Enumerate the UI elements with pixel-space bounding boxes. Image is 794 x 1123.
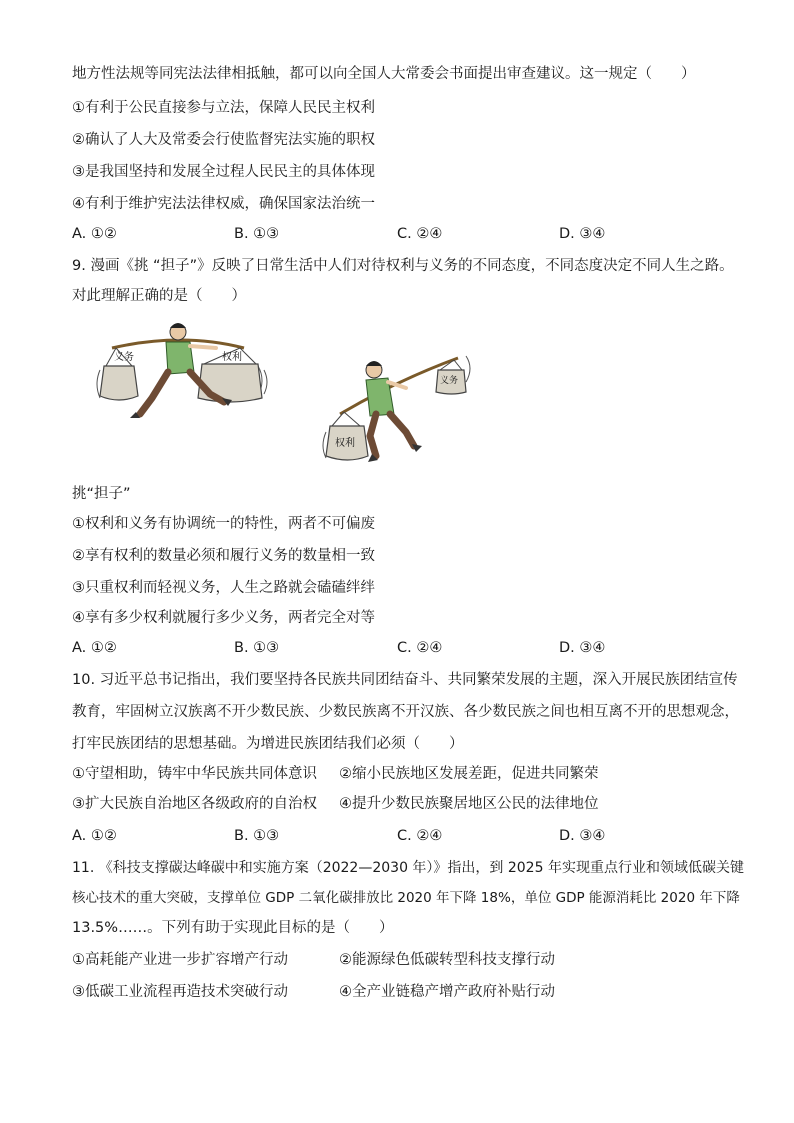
q9-caption: 挑“担子” bbox=[72, 486, 131, 502]
q10-option-d: D. ③④ bbox=[559, 828, 606, 844]
q8-item-1: ①有利于公民直接参与立法，保障人民民主权利 bbox=[72, 100, 375, 116]
q9-option-a: A. ①② bbox=[72, 640, 117, 656]
q8-option-d: D. ③④ bbox=[559, 226, 606, 242]
comic-left-basket-label: 义务 bbox=[114, 352, 134, 363]
q8-option-a: A. ①② bbox=[72, 226, 117, 242]
q8-item-2: ②确认了人大及常委会行使监督宪法实施的职权 bbox=[72, 132, 375, 148]
comic-figure-balanced bbox=[92, 318, 272, 428]
q8-item-3: ③是我国坚持和发展全过程人民民主的具体体现 bbox=[72, 164, 375, 180]
q10-item-2: ②缩小民族地区发展差距，促进共同繁荣 bbox=[339, 766, 599, 782]
comic-heavy-basket-label: 权利 bbox=[335, 438, 355, 449]
q8-item-4: ④有利于维护宪法法律权威，确保国家法治统一 bbox=[72, 196, 375, 212]
q9-item-2: ②享有权利的数量必须和履行义务的数量相一致 bbox=[72, 548, 375, 564]
q9-option-b: B. ①③ bbox=[234, 640, 280, 656]
q8-option-b: B. ①③ bbox=[234, 226, 280, 242]
q10-stem-line-3: 打牢民族团结的思想基础。为增进民族团结我们必须（ ） bbox=[72, 736, 464, 752]
q11-stem-line-2: 核心技术的重大突破，支撑单位 GDP 二氧化碳排放比 2020 年下降 18%，单位 GDP 能源消耗比 2020 年下降 bbox=[72, 890, 740, 906]
q10-item-3: ③扩大民族自治地区各级政府的自治权 bbox=[72, 796, 317, 812]
q11-item-2: ②能源绿色低碳转型科技支撑行动 bbox=[339, 952, 555, 968]
comic-right-basket-label: 权利 bbox=[222, 352, 242, 363]
q11-item-4: ④全产业链稳产增产政府补贴行动 bbox=[339, 984, 555, 1000]
q11-stem-line-3: 13.5%……。下列有助于实现此目标的是（ ） bbox=[72, 920, 394, 936]
comic-light-basket-label: 义务 bbox=[440, 376, 459, 386]
q9-item-4: ④享有多少权利就履行多少义务，两者完全对等 bbox=[72, 610, 375, 626]
q9-option-c: C. ②④ bbox=[397, 640, 443, 656]
q10-option-c: C. ②④ bbox=[397, 828, 443, 844]
q9-option-d: D. ③④ bbox=[559, 640, 606, 656]
q9-item-3: ③只重权利而轻视义务，人生之路就会磕磕绊绊 bbox=[72, 580, 375, 596]
q11-item-3: ③低碳工业流程再造技术突破行动 bbox=[72, 984, 288, 1000]
q9-stem-line-2: 对此理解正确的是（ ） bbox=[72, 288, 246, 304]
q9-stem-line-1: 9. 漫画《挑 “担子”》反映了日常生活中人们对待权利与义务的不同态度，不同态度决定不同人生之路。 bbox=[72, 258, 734, 274]
q11-item-1: ①高耗能产业进一步扩容增产行动 bbox=[72, 952, 288, 968]
q10-item-1: ①守望相助，铸牢中华民族共同体意识 bbox=[72, 766, 317, 782]
q10-item-4: ④提升少数民族聚居地区公民的法律地位 bbox=[339, 796, 599, 812]
q10-option-a: A. ①② bbox=[72, 828, 117, 844]
q11-stem-line-1: 11. 《科技支撑碳达峰碳中和实施方案（2022—2030 年）》指出，到 2025 年实现重点行业和领域低碳关键 bbox=[72, 860, 744, 876]
q8-stem: 地方性法规等同宪法法律相抵触，都可以向全国人大常委会书面提出审查建议。这一规定（ ） bbox=[72, 66, 696, 82]
q10-stem-line-2: 教育，牢固树立汉族离不开少数民族、少数民族离不开汉族、各少数民族之间也相互离不开的思想观念， bbox=[72, 704, 739, 720]
q10-stem-line-1: 10. 习近平总书记指出，我们要坚持各民族共同团结奋斗、共同繁荣发展的主题，深入开展民族团结宣传 bbox=[72, 672, 738, 688]
q10-option-b: B. ①③ bbox=[234, 828, 280, 844]
q8-option-c: C. ②④ bbox=[397, 226, 443, 242]
q9-item-1: ①权利和义务有协调统一的特性，两者不可偏废 bbox=[72, 516, 375, 532]
